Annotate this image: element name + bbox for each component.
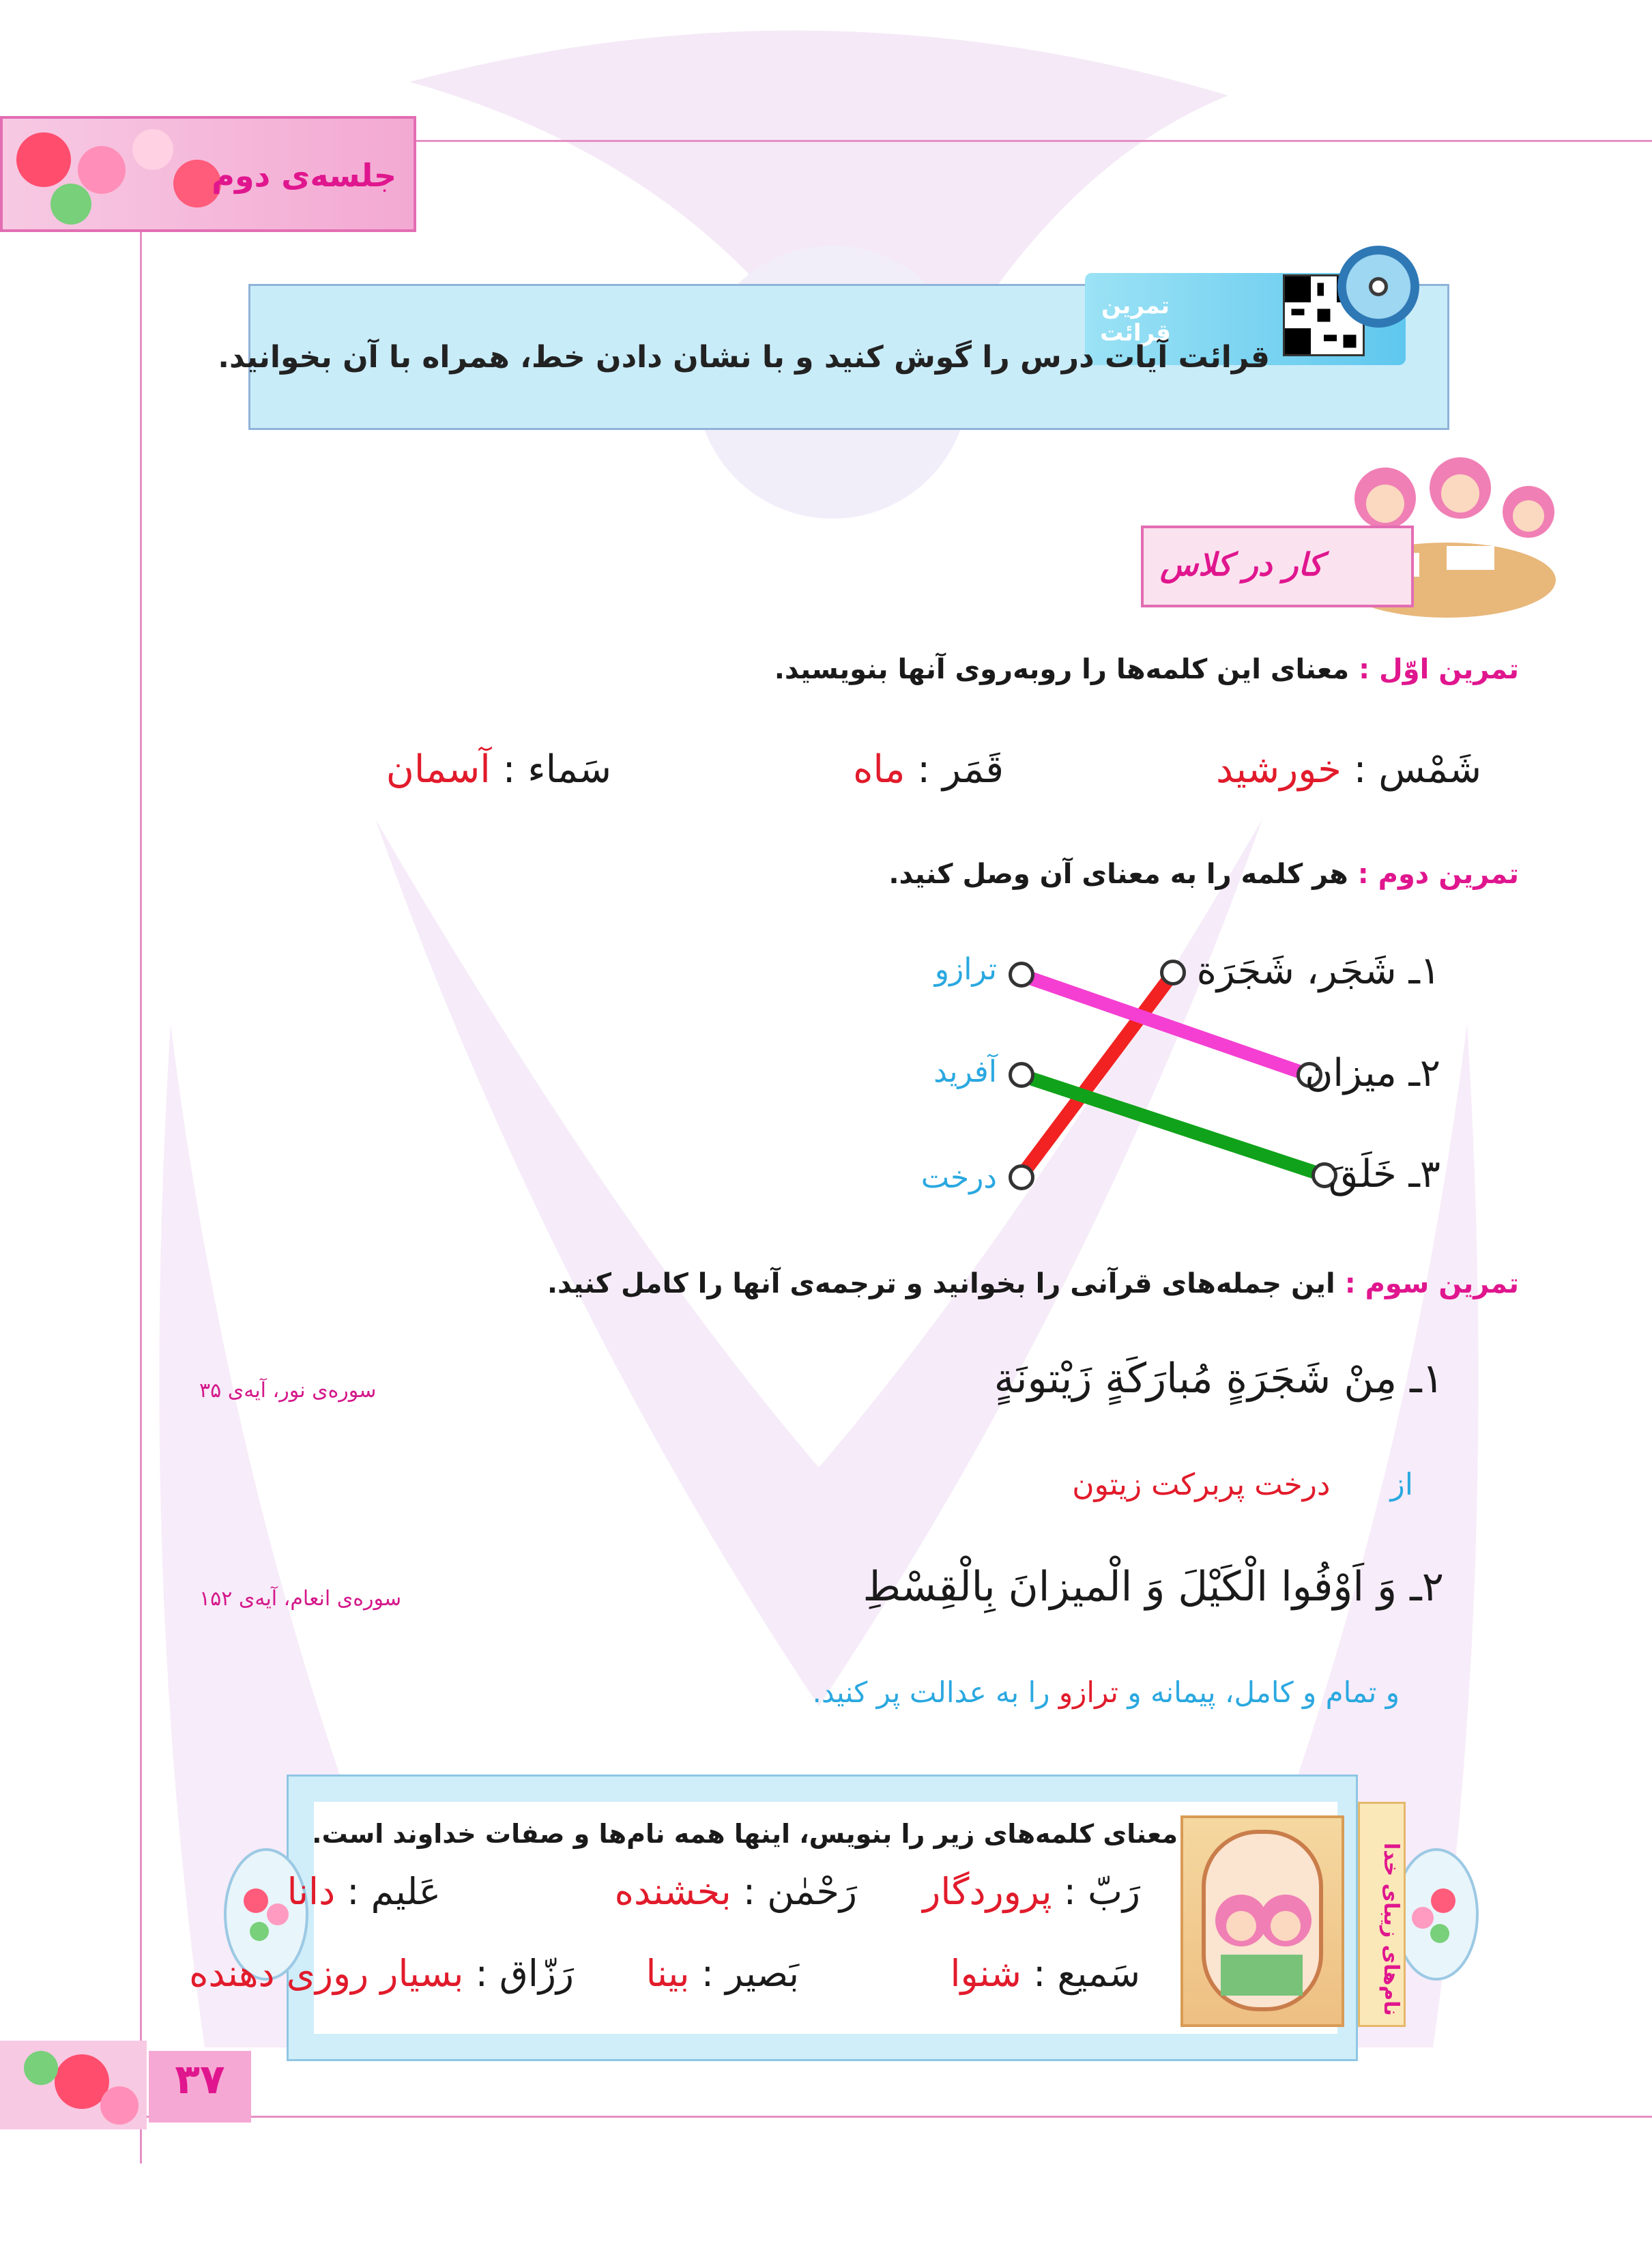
match-word-3: ۳ـ خَلَقَ [1328,1152,1440,1196]
exercise1-answer: خورشید [1216,747,1342,792]
match-meaning-1: ترازو [934,952,997,987]
name-word: سَمیع : [1033,1952,1140,1995]
verse2-text: ۲ـ وَ اَوْفُوا الْکَیْلَ وَ الْمیزانَ بِالْقِسْطِ [863,1563,1444,1611]
name-word: رَبّ : [1063,1870,1140,1913]
exercise1-instruction: معنای این کلمه‌ها را روبه‌روی آنها بنویسید. [774,654,1350,685]
children-window-illustration [1180,1815,1344,2027]
verse1-translation-prefix: از [1390,1467,1413,1502]
verse2-answer: ترازو [1058,1676,1118,1709]
exercise1-word: قَمَر : [917,747,1004,792]
match-meaning-2: آفرید [933,1054,997,1089]
match-word-1: ۱ـ شَجَر، شَجَرَة [1196,949,1440,993]
page-number: ۳۷ [175,2056,225,2103]
reading-instruction: قرائت آیات درس را گوش کنید و با نشان دادن خط، همراه با آن بخوانید. [218,340,1270,375]
names-tab-label: نام‌های زیبای خدا [1379,1843,1403,2016]
name-word: رَزّاق : [475,1952,574,1995]
exercise1-label: تمرین اوّل : [1359,654,1519,685]
name-answer: بسیار روزی دهنده [189,1952,464,1995]
exercise1-answer: ماه [853,747,905,792]
verse1-answer: درخت پربرکت زیتون [1072,1467,1331,1502]
name-item [923,1870,1140,1913]
verse2-reference: سوره‌ی انعام، آیه‌ی ۱۵۲ [199,1587,402,1611]
exercise1-word: شَمْس : [1353,747,1481,792]
match-dot-right-3[interactable] [1009,1164,1034,1190]
reading-tag-label: تمرین قرائت [1100,292,1171,347]
name-answer: پروردگار [923,1870,1052,1913]
name-answer: شنوا [950,1952,1021,1995]
verse1-translation [1072,1467,1413,1502]
exercise2-label: تمرین دوم : [1357,859,1519,890]
name-answer: بخشنده [614,1870,731,1913]
match-word-2: ۲ـ میزان [1305,1051,1440,1095]
exercise1-answer: آسمان [386,747,491,792]
exercise2-instruction: هر کلمه را به معنای آن وصل کنید. [888,859,1348,890]
name-word: بَصیر : [701,1952,799,1995]
name-answer: دانا [287,1870,336,1913]
verse2-translation-part2: را به عدالت پر کنید. [812,1676,1050,1709]
verse1-text: ۱ـ مِنْ شَجَرَةٍ مُبارَکَةٍ زَیْتونَةٍ [994,1355,1444,1403]
name-item [951,1952,1140,1995]
verse2-translation [813,1676,1400,1709]
match-dot-right-1[interactable] [1009,962,1034,988]
exercise1-word: سَماء : [502,747,611,792]
exercise3-title [547,1268,1519,1299]
name-answer: بینا [646,1952,690,1995]
name-word: رَحْمٰن : [742,1870,857,1913]
names-instruction: معنای کلمه‌های زیر را بنویس، اینها همه نام‌ها و صفات خداوند است. [312,1819,1178,1849]
match-dot-left-1[interactable] [1160,960,1186,986]
name-item [646,1952,799,1995]
verse1-reference: سوره‌ی نور، آیه‌ی ۳۵ [199,1379,377,1403]
name-word: عَلیم : [347,1870,441,1913]
exercise3-instruction: این جمله‌های قرآنی را بخوانید و ترجمه‌ی آنها را کامل کنید. [547,1268,1335,1299]
name-item [615,1870,857,1913]
verse2-translation-part1: و تمام و کامل، پیمانه و [1127,1676,1400,1709]
name-item [189,1952,574,1995]
exercise3-label: تمرین سوم : [1344,1268,1519,1299]
classwork-label: کار در کلاس [1160,546,1323,583]
session-title: جلسه‌ی دوم [212,157,396,194]
match-dot-right-2[interactable] [1009,1062,1034,1088]
footer-flower-icon [0,2041,147,2129]
match-meaning-3: درخت [921,1160,997,1195]
name-item [287,1870,441,1913]
